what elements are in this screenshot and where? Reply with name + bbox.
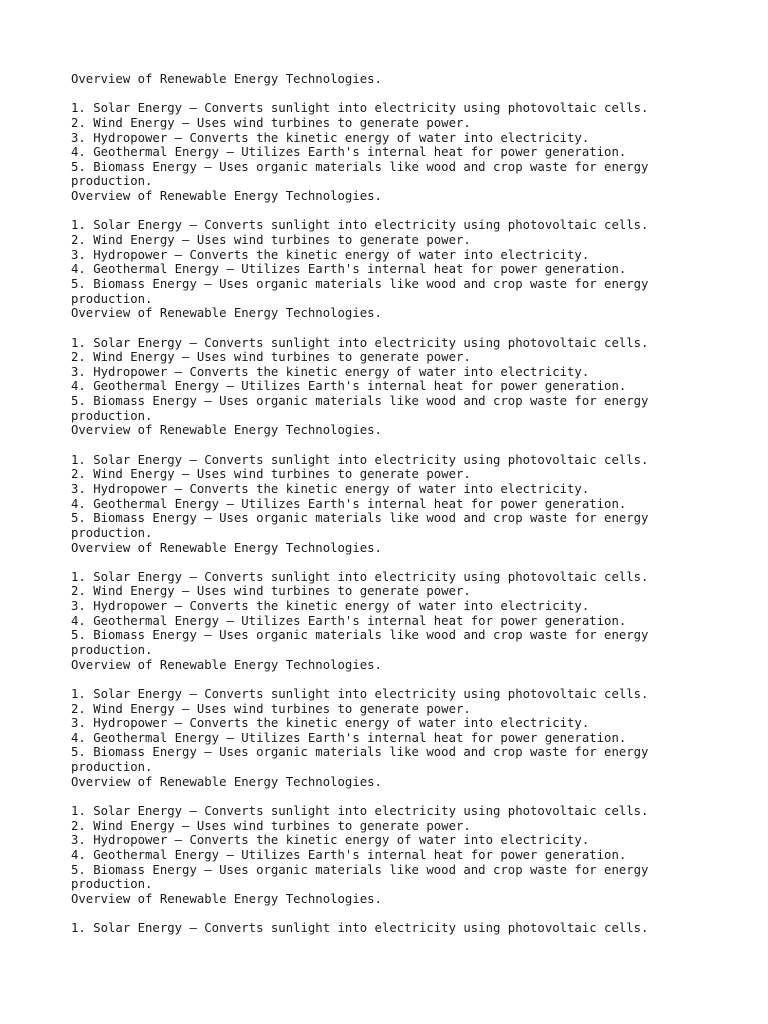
list-item: 3. Hydropower – Converts the kinetic energy of water into electricity. bbox=[71, 481, 590, 496]
list-item: 1. Solar Energy – Converts sunlight into electricity using photovoltaic cells. bbox=[71, 218, 649, 233]
section-heading: Overview of Renewable Energy Technologies. bbox=[71, 189, 382, 204]
list-item: 2. Wind Energy – Uses wind turbines to generate power. bbox=[71, 584, 471, 599]
list-item: 1. Solar Energy – Converts sunlight into electricity using photovoltaic cells. bbox=[71, 921, 649, 936]
list-item: 2. Wind Energy – Uses wind turbines to generate power. bbox=[71, 701, 471, 716]
list-item: 5. Biomass Energy – Uses organic materials like wood and crop waste for energy bbox=[71, 276, 649, 291]
list-item: 1. Solar Energy – Converts sunlight into electricity using photovoltaic cells. bbox=[71, 335, 649, 350]
section-heading: Overview of Renewable Energy Technologies. bbox=[71, 891, 382, 906]
list-item: 2. Wind Energy – Uses wind turbines to generate power. bbox=[71, 818, 471, 833]
list-item: 3. Hydropower – Converts the kinetic energy of water into electricity. bbox=[71, 364, 590, 379]
list-item: 5. Biomass Energy – Uses organic materials like wood and crop waste for energy bbox=[71, 159, 649, 174]
list-item: 3. Hydropower – Converts the kinetic energy of water into electricity. bbox=[71, 599, 590, 614]
section-heading: Overview of Renewable Energy Technologies. bbox=[71, 540, 382, 555]
blank-line bbox=[71, 789, 671, 804]
list-item: 1. Solar Energy – Converts sunlight into electricity using photovoltaic cells. bbox=[71, 686, 649, 701]
list-item: 4. Geothermal Energy – Utilizes Earth's internal heat for power generation. bbox=[71, 496, 627, 511]
section-heading: Overview of Renewable Energy Technologies. bbox=[71, 423, 382, 438]
list-item: 5. Biomass Energy – Uses organic materials like wood and crop waste for energy bbox=[71, 628, 649, 643]
blank-line bbox=[71, 907, 671, 922]
list-item: production. bbox=[71, 291, 153, 306]
list-item: 5. Biomass Energy – Uses organic materials like wood and crop waste for energy bbox=[71, 394, 649, 409]
list-item: 3. Hydropower – Converts the kinetic energy of water into electricity. bbox=[71, 716, 590, 731]
list-item: 3. Hydropower – Converts the kinetic energy of water into electricity. bbox=[71, 833, 590, 848]
list-item: 2. Wind Energy – Uses wind turbines to generate power. bbox=[71, 467, 471, 482]
blank-line bbox=[71, 204, 671, 219]
document-body bbox=[71, 72, 671, 936]
list-item: 1. Solar Energy – Converts sunlight into electricity using photovoltaic cells. bbox=[71, 452, 649, 467]
list-item: production. bbox=[71, 174, 153, 189]
blank-line bbox=[71, 321, 671, 336]
blank-line bbox=[71, 87, 671, 102]
list-item: production. bbox=[71, 408, 153, 423]
list-item: 4. Geothermal Energy – Utilizes Earth's internal heat for power generation. bbox=[71, 145, 627, 160]
list-item: 3. Hydropower – Converts the kinetic energy of water into electricity. bbox=[71, 247, 590, 262]
section-heading: Overview of Renewable Energy Technologies. bbox=[71, 774, 382, 789]
list-item: production. bbox=[71, 525, 153, 540]
list-item: 1. Solar Energy – Converts sunlight into electricity using photovoltaic cells. bbox=[71, 569, 649, 584]
section-heading: Overview of Renewable Energy Technologies. bbox=[71, 657, 382, 672]
list-item: 5. Biomass Energy – Uses organic materials like wood and crop waste for energy bbox=[71, 745, 649, 760]
list-item: 5. Biomass Energy – Uses organic materials like wood and crop waste for energy bbox=[71, 511, 649, 526]
section-heading: Overview of Renewable Energy Technologies. bbox=[71, 72, 382, 86]
list-item: production. bbox=[71, 877, 153, 892]
list-item: 2. Wind Energy – Uses wind turbines to generate power. bbox=[71, 115, 471, 130]
list-item: 2. Wind Energy – Uses wind turbines to generate power. bbox=[71, 350, 471, 365]
list-item: 1. Solar Energy – Converts sunlight into electricity using photovoltaic cells. bbox=[71, 804, 649, 819]
list-item: 4. Geothermal Energy – Utilizes Earth's internal heat for power generation. bbox=[71, 613, 627, 628]
blank-line bbox=[71, 672, 671, 687]
blank-line bbox=[71, 438, 671, 453]
blank-line bbox=[71, 555, 671, 570]
list-item: 4. Geothermal Energy – Utilizes Earth's internal heat for power generation. bbox=[71, 847, 627, 862]
list-item: 1. Solar Energy – Converts sunlight into electricity using photovoltaic cells. bbox=[71, 101, 649, 116]
list-item: production. bbox=[71, 760, 153, 775]
section-heading: Overview of Renewable Energy Technologies. bbox=[71, 306, 382, 321]
list-item: 4. Geothermal Energy – Utilizes Earth's internal heat for power generation. bbox=[71, 730, 627, 745]
list-item: 5. Biomass Energy – Uses organic materials like wood and crop waste for energy bbox=[71, 862, 649, 877]
list-item: production. bbox=[71, 642, 153, 657]
list-item: 4. Geothermal Energy – Utilizes Earth's internal heat for power generation. bbox=[71, 379, 627, 394]
list-item: 3. Hydropower – Converts the kinetic energy of water into electricity. bbox=[71, 130, 590, 145]
list-item: 4. Geothermal Energy – Utilizes Earth's internal heat for power generation. bbox=[71, 262, 627, 277]
list-item: 2. Wind Energy – Uses wind turbines to generate power. bbox=[71, 233, 471, 248]
